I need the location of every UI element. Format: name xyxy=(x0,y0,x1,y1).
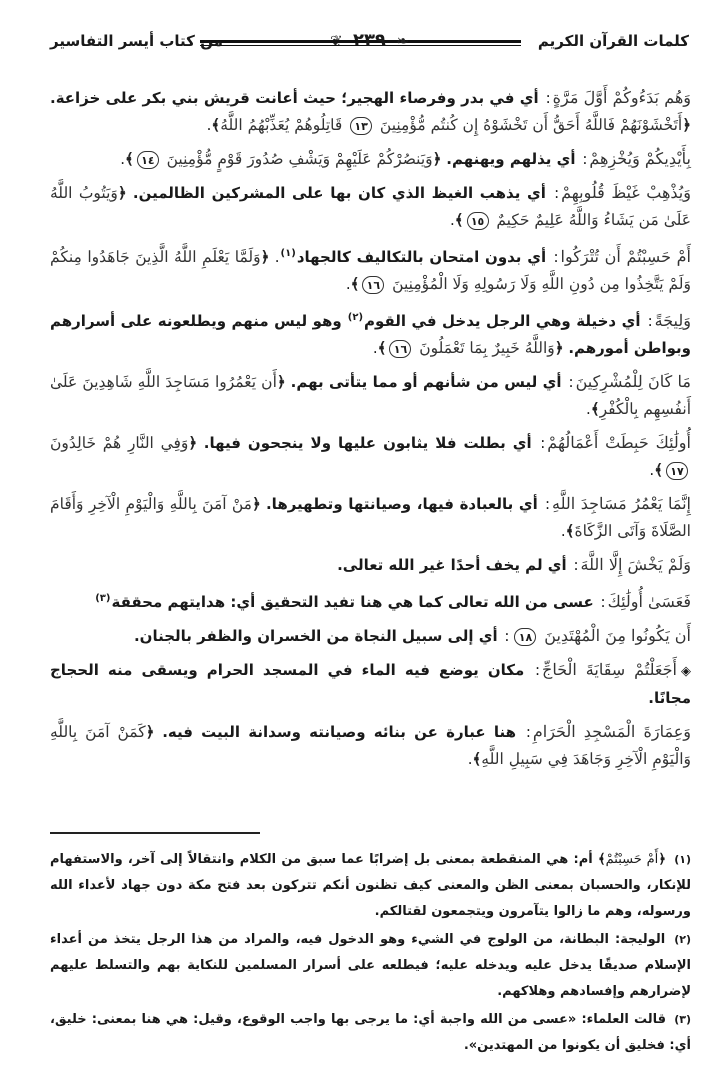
term-definition: أي يذلهم ويهنهم. xyxy=(446,150,576,168)
term-definition: أي في بدر وفرصاء الهجير؛ حيث أعانت قريش بني بكر على خزاعة. xyxy=(50,89,539,107)
term-definition: أي إلى سبيل النجاة من الخسران والظفر بالجنان. xyxy=(133,627,498,645)
term-definition: أي بطلت فلا يثابون عليها ولا ينجحون فيها. xyxy=(203,434,532,452)
term-definition: أي بدون امتحان بالتكاليف كالجهاد xyxy=(296,248,547,266)
term-definition: أي يذهب الغيظ الذي كان بها على المشركين الظالمين. xyxy=(132,184,546,202)
quran-term: أَن يَكُونُوا مِنَ الْمُهْتَدِينَ xyxy=(544,626,691,645)
term-definition: أي دخيلة وهي الرجل يدخل في القوم xyxy=(364,312,641,330)
ayah-number: ١٨ xyxy=(514,628,536,646)
verse-text: وَيَنصُرْكُمْ عَلَيْهِمْ وَيَشْفِ صُدُورَ قَوْمٍ مُّؤْمِنِينَ xyxy=(166,150,433,168)
quran-term: إِنَّمَا يَعْمُرُ مَسَاجِدَ اللَّهِ xyxy=(552,494,691,513)
footnote-text: الوليجة: البطانة، من الولوج في الشيء وهو الدخول فيه، والمراد من هذا الرجل يتخذ من أعداء الإسلام صديقًا يدخل عليه ويدخله عليه؛ فيطلعه على أسرار المسلمين للنكاية بهم والتسلط عليهم لإضرارهم وإفسادهم وهلاكهم. xyxy=(50,932,691,999)
verse-text: وَيَتُوبُ اللَّهُ عَلَىٰ مَن يَشَاءُ وَاللَّهُ عَلِيمٌ حَكِيمٌ xyxy=(50,184,691,229)
glossary-entry: ◈أَجَعَلْتُمْ سِقَايَةَ الْحَاجِّ: مكان يوضع فيه الماء في المسجد الحرام ويسقى منه الحجاج مجانًا. xyxy=(50,660,691,707)
glossary-entry: مَا كَانَ لِلْمُشْرِكِينَ: أي ليس من شأنهم أو مما يتأتى بهم. ﴿أَن يَعْمُرُوا مَسَاجِدَ اللَّهِ شَاهِدِينَ عَلَىٰ أَنفُسِهِم بِالْكُفْرِ﴾. xyxy=(50,372,691,418)
diamond-bullet-icon: ◈ xyxy=(680,664,691,679)
ornament-icon: ❧ xyxy=(396,32,409,50)
verse-text: أَن يَعْمُرُوا مَسَاجِدَ اللَّهِ شَاهِدِينَ عَلَىٰ أَنفُسِهِم بِالْكُفْرِ xyxy=(50,373,691,418)
page-header xyxy=(50,26,689,66)
footnote-ref[interactable]: (٢) xyxy=(347,312,364,323)
header-rule-left xyxy=(200,40,362,46)
footnote-ref[interactable]: (٣) xyxy=(95,593,111,604)
quran-term: مَا كَانَ لِلْمُشْرِكِينَ xyxy=(575,372,691,391)
glossary-entry: أُولَٰئِكَ حَبِطَتْ أَعْمَالُهُمْ: أي بطلت فلا يثابون عليها ولا ينجحون فيها. ﴿وَفِي النَّارِ هُمْ خَالِدُونَ ١٧﴾. xyxy=(50,433,691,479)
glossary-entry: إِنَّمَا يَعْمُرُ مَسَاجِدَ اللَّهِ: أي بالعبادة فيها، وصيانتها وتطهيرها. ﴿مَنْ آمَنَ بِاللَّهِ وَالْيَوْمِ الْآخِرِ وَأَقَامَ الصَّلَاةَ وَآتَى الزَّكَاةَ﴾. xyxy=(50,494,691,540)
verse-text: قَاتِلُوهُمْ يُعَذِّبْهُمُ اللَّهُ xyxy=(220,116,343,134)
ayah-number: ١٦ xyxy=(389,340,411,358)
ayah-number: ١٧ xyxy=(666,462,688,480)
source-title: من كتاب أيسر التفاسير xyxy=(50,32,223,50)
book-title: كلمات القرآن الكريم xyxy=(537,32,689,50)
glossary-entry: وَهُم بَدَءُوكُمْ أَوَّلَ مَرَّةٍ: أي في بدر وفرصاء الهجير؛ حيث أعانت قريش بني بكر على خزاعة. ﴿أَتَخْشَوْنَهُمْ فَاللَّهُ أَحَقُّ أَن تَخْشَوْهُ إِن كُنتُم مُّؤْمِنِينَ ١٣ قَاتِلُوهُمْ يُعَذِّبْهُمُ اللَّهُ﴾. xyxy=(50,88,692,134)
quran-term: وَيُذْهِبْ غَيْظَ قُلُوبِهِمْ xyxy=(561,183,691,202)
glossary-entry: أَن يَكُونُوا مِنَ الْمُهْتَدِينَ ١٨: أي إلى سبيل النجاة من الخسران والظفر بالجنان. xyxy=(133,626,691,645)
footnote: (١) ﴿أَمْ حَسِبْتُمْ﴾ أم: هي المنقطعة بمعنى بل إضرابًا عما سبق من الكلام وانتقالاً إلى آخر، والاستفهام للإنكار، والحسبان بمعنى الظن والمعنى كيف تظنون أنكم تتركون بعد فتح مكة دون جهاد لأعداء الله ورسوله، وهم ما زالوا يتآمرون ويتجمعون لقتالكم. xyxy=(50,852,691,919)
glossary-entry: وَلِيجَةً: أي دخيلة وهي الرجل يدخل في القوم$^{(٢)}$ وهو ليس منهم ويطلعونه على أسرارهم وبواطن أمورهم. ﴿وَاللَّهُ خَبِيرٌ بِمَا تَعْمَلُونَ ١٦﴾. xyxy=(50,311,691,357)
glossary-entry: وَيُذْهِبْ غَيْظَ قُلُوبِهِمْ: أي يذهب الغيظ الذي كان بها على المشركين الظالمين. ﴿وَيَتُوبُ اللَّهُ عَلَىٰ مَن يَشَاءُ وَاللَّهُ عَلِيمٌ حَكِيمٌ ١٥﴾. xyxy=(50,183,691,229)
footnote-text: أم: هي المنقطعة بمعنى بل إضرابًا عما سبق من الكلام وانتقالاً إلى آخر، والاستفهام للإنكار، والحسبان بمعنى الظن والمعنى كيف تظنون أنكم تتركون بعد فتح مكة دون جهاد لأعداء الله ورسوله، وهم ما زالوا يتآمرون ويتجمعون لقتالكم. xyxy=(50,852,691,919)
glossary-entry: وَعِمَارَةَ الْمَسْجِدِ الْحَرَامِ: هنا عبارة عن بنائه وصيانته وسدانة البيت فيه. ﴿كَمَنْ آمَنَ بِاللَّهِ وَالْيَوْمِ الْآخِرِ وَجَاهَدَ فِي سَبِيلِ اللَّهِ﴾. xyxy=(50,722,691,768)
quran-term: فَعَسَىٰ أُولَٰئِكَ xyxy=(607,592,691,611)
glossary-entry: وَلَمْ يَخْشَ إِلَّا اللَّهَ: أي لم يخف أحدًا غير الله تعالى. xyxy=(337,555,691,574)
quran-term: أُولَٰئِكَ حَبِطَتْ أَعْمَالُهُمْ xyxy=(547,433,691,452)
term-definition: عسى من الله تعالى كما هي هنا تفيد التحقيق أي: هدايتهم محققة xyxy=(111,593,594,611)
term-definition: هنا عبارة عن بنائه وصيانته وسدانة البيت فيه. xyxy=(162,723,517,741)
footnote-text: قالت العلماء: «عسى من الله واجبة أي: ما يرجى بها واجب الوقوع، وقيل: هي هنا بمعنى: خليق، أي: فخليق أن يكونوا من المهتدين». xyxy=(50,1012,691,1053)
term-definition: مكان يوضع فيه الماء في المسجد الحرام ويسقى منه الحجاج مجانًا. xyxy=(50,661,691,707)
quran-term: وَلِيجَةً xyxy=(654,311,691,330)
verse-text: كَمَنْ آمَنَ بِاللَّهِ وَالْيَوْمِ الْآخِرِ وَجَاهَدَ فِي سَبِيلِ اللَّهِ xyxy=(50,723,691,768)
ayah-number: ١٤ xyxy=(137,151,159,169)
ayah-number: ١٦ xyxy=(362,276,384,294)
footnote xyxy=(50,1007,691,1059)
footnote-ref[interactable]: (١) xyxy=(280,248,296,259)
quran-term: أَمْ حَسِبْتُمْ أَن تُتْرَكُوا xyxy=(560,247,691,266)
glossary-entry: بِأَيْدِيكُمْ وَيُخْزِهِمْ: أي يذلهم ويهنهم. ﴿وَيَنصُرْكُمْ عَلَيْهِمْ وَيَشْفِ صُدُورَ قَوْمٍ مُّؤْمِنِينَ ١٤﴾. xyxy=(120,149,691,168)
quran-term: وَهُم بَدَءُوكُمْ أَوَّلَ مَرَّةٍ xyxy=(552,88,692,107)
verse-text: وَفِي النَّارِ هُمْ خَالِدُونَ xyxy=(50,434,189,452)
footnote-number: (٣) xyxy=(674,1013,691,1026)
term-definition: أي بالعبادة فيها، وصيانتها وتطهيرها. xyxy=(265,495,538,513)
page-number: ٢٣٩ xyxy=(353,30,386,51)
term-definition-continued: وهو ليس منهم ويطلعونه على أسرارهم وبواطن أمورهم. xyxy=(50,312,691,357)
ayah-number: ١٣ xyxy=(350,117,372,135)
footnote-number: (١) xyxy=(674,853,691,866)
ayah-number: ١٥ xyxy=(467,212,489,230)
quran-term: بِأَيْدِيكُمْ وَيُخْزِهِمْ xyxy=(589,149,691,168)
ornament-icon: ❦ xyxy=(330,32,343,50)
term-definition: أي لم يخف أحدًا غير الله تعالى. xyxy=(337,556,567,574)
footnotes xyxy=(50,847,691,1061)
quran-term: وَلَمْ يَخْشَ إِلَّا اللَّهَ xyxy=(580,555,691,574)
quran-term: وَعِمَارَةَ الْمَسْجِدِ الْحَرَامِ xyxy=(532,722,691,741)
footnote xyxy=(50,927,691,1005)
verse-text: أَتَخْشَوْنَهُمْ فَاللَّهُ أَحَقُّ أَن تَخْشَوْهُ إِن كُنتُم مُّؤْمِنِينَ xyxy=(379,116,683,134)
footnote-number: (٢) xyxy=(674,933,692,946)
verse-text: وَاللَّهُ خَبِيرٌ بِمَا تَعْمَلُونَ xyxy=(419,339,555,357)
verse-text: وَلَمَّا يَعْلَمِ اللَّهُ الَّذِينَ جَاهَدُوا مِنكُمْ وَلَمْ يَتَّخِذُوا مِن دُونِ اللَّهِ وَلَا رَسُولِهِ وَلَا الْمُؤْمِنِينَ xyxy=(50,248,691,293)
glossary-body xyxy=(50,84,691,779)
quran-term: أَجَعَلْتُمْ سِقَايَةَ الْحَاجِّ xyxy=(542,660,677,679)
verse-text: مَنْ آمَنَ بِاللَّهِ وَالْيَوْمِ الْآخِرِ وَأَقَامَ الصَّلَاةَ وَآتَى الزَّكَاةَ xyxy=(50,495,691,540)
footnote-separator xyxy=(50,832,260,834)
glossary-entry: أَمْ حَسِبْتُمْ أَن تُتْرَكُوا: أي بدون امتحان بالتكاليف كالجهاد$^{(١)}$. ﴿وَلَمَّا يَعْلَمِ اللَّهُ الَّذِينَ جَاهَدُوا مِنكُمْ وَلَمْ يَتَّخِذُوا مِن دُونِ اللَّهِ وَلَا رَسُولِهِ وَلَا الْمُؤْمِنِينَ ١٦﴾. xyxy=(50,247,691,293)
footnote-verse: أَمْ حَسِبْتُمْ xyxy=(605,852,659,867)
term-definition: أي ليس من شأنهم أو مما يتأتى بهم. xyxy=(290,373,562,391)
glossary-entry: فَعَسَىٰ أُولَٰئِكَ: عسى من الله تعالى كما هي هنا تفيد التحقيق أي: هدايتهم محققة$^{(٣)}$ xyxy=(95,592,691,611)
